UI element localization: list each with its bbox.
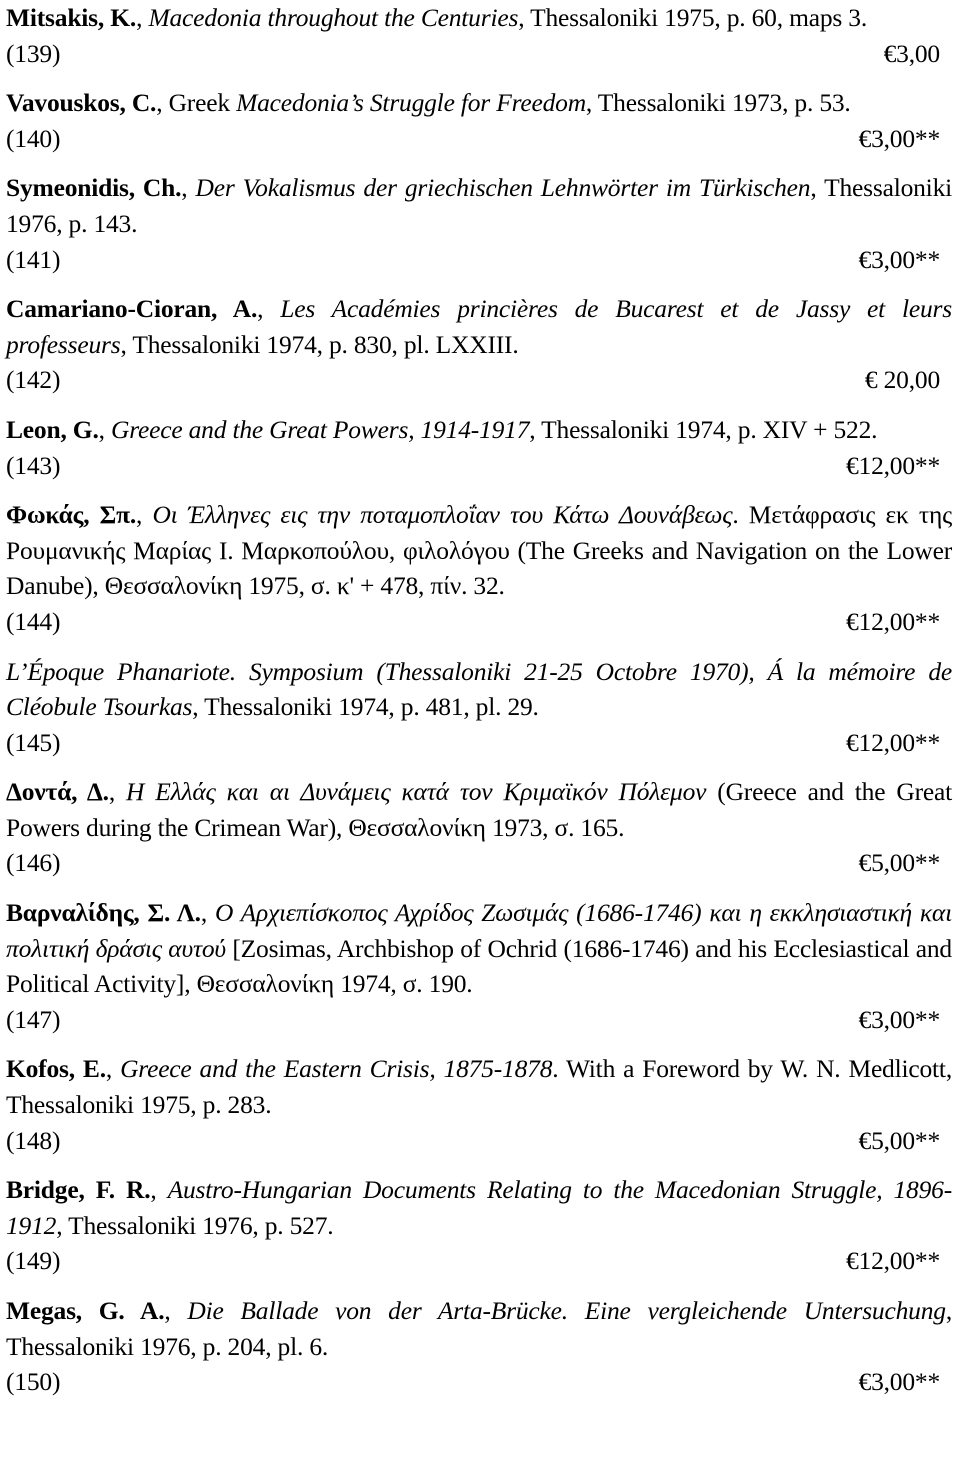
entry-author: Βαρναλίδης, Σ. Λ. <box>6 898 201 928</box>
entry-number: (147) <box>6 1004 61 1034</box>
entry-price: €3,00** <box>858 244 940 274</box>
entry-author: Camariano-Cioran, A. <box>6 294 258 324</box>
entry-price: €5,00** <box>858 848 940 878</box>
entry-details: (Greece and the Great Powers during the Crimean War), Θεσσαλονίκη 1973, σ. 165. <box>6 777 952 842</box>
entry-citation <box>6 1172 952 1243</box>
entry-author: Megas, G. A. <box>6 1296 165 1325</box>
entry-separator: , <box>200 898 215 928</box>
entry-number-price-row <box>6 725 952 761</box>
entry-title: Greece and the Eastern Crisis, 1875-1878 <box>120 1054 553 1084</box>
entry-separator: , <box>150 1175 168 1205</box>
entry-separator: , <box>98 414 111 444</box>
entry-author: Symeonidis, Ch. <box>6 173 182 203</box>
entry-title: Austro-Hungarian Documents Relating to the Macedonian Struggle, 1896-1912 <box>6 1175 953 1240</box>
entry-number-price-row <box>6 242 952 278</box>
entry-separator: , <box>181 173 196 203</box>
entry-author: Δοντά, Δ. <box>6 777 109 807</box>
entry-price: €3,00** <box>858 1004 940 1034</box>
entry-title: Macedonia’s Struggle for Freedom <box>236 88 586 118</box>
catalog-entry <box>6 170 952 277</box>
entry-details: . Μετάφρασις εκ της Ρουμανικής Μαρίας Ι. Μαρκοπούλου, φιλολόγου (The Greeks and Navigation on the Lower Danube), Θεσσαλονίκη 1975, σ. κ' + 478, πίν. 32. <box>6 500 952 601</box>
entry-title: Die Ballade von der Arta-Brücke. Eine vergleichende Untersuchung <box>187 1296 946 1325</box>
entry-number: (150) <box>6 1367 61 1397</box>
entry-number: (143) <box>6 450 61 480</box>
entry-number: (142) <box>6 365 61 395</box>
entry-separator: , Greek <box>156 88 237 118</box>
entry-price: €12,00** <box>845 727 940 757</box>
entry-title: Οι Έλληνες εις την ποταμοπλοΐαν του Κάτω Δουνάβεως <box>152 500 733 530</box>
entry-citation <box>6 1293 952 1364</box>
entry-price: € 20,00 <box>864 365 940 395</box>
entry-title: Ο Αρχιεπίσκοπος Αχρίδος Ζωσιμάς (1686-1746) και η εκκλησιαστική και πολιτική δράσις αυτού <box>6 898 953 963</box>
entry-separator: , <box>136 500 153 530</box>
entry-details: . With a Foreword by W. N. Medlicott, Thessaloniki 1975, p. 283. <box>6 1054 952 1120</box>
entry-number-price-row <box>6 1364 952 1400</box>
entry-title: Der Vokalismus der griechischen Lehnwörter im Türkischen <box>195 173 811 203</box>
catalog-entry <box>6 497 952 639</box>
entry-title: Les Académies princières de Bucarest et de Jassy et leurs professeurs <box>6 294 953 359</box>
entry-number-price-row <box>6 1002 952 1038</box>
entry-title: Greece and the Great Powers, 1914-1917 <box>110 414 530 444</box>
entry-title: Η Ελλάς και αι Δυνάμεις κατά τον Κριμαϊκόν Πόλεμον <box>126 777 707 807</box>
entry-number: (145) <box>6 727 61 757</box>
entry-title: L’Époque Phanariote. Symposium (Thessaloniki 21-25 Octobre 1970), Á la mémoire de Cléobule Tsourkas <box>6 656 952 722</box>
entry-details: [Zosimas, Archbishop of Ochrid (1686-1746) and his Ecclesiastical and Political Activity], Θεσσαλονίκη 1974, σ. 190. <box>6 933 952 999</box>
catalog-list <box>6 0 952 1414</box>
entry-citation <box>6 774 952 845</box>
entry-number: (148) <box>6 1125 61 1155</box>
entry-author: Φωκάς, Σπ. <box>6 500 137 530</box>
entry-number-price-row <box>6 121 952 157</box>
entry-details: , Thessaloniki 1976, p. 143. <box>6 173 953 238</box>
catalog-entry <box>6 291 952 398</box>
entry-author: Mitsakis, K. <box>6 3 137 32</box>
entry-number: (139) <box>6 38 61 68</box>
entry-number: (141) <box>6 244 61 274</box>
entry-price: €3,00 <box>883 38 940 68</box>
entry-separator: , <box>164 1296 188 1325</box>
entry-citation <box>6 1051 952 1122</box>
entry-citation <box>6 895 952 1002</box>
entry-price: €12,00** <box>845 450 940 480</box>
entry-number-price-row <box>6 36 952 72</box>
entry-number: (149) <box>6 1246 61 1276</box>
entry-details: , Thessaloniki 1976, p. 204, pl. 6. <box>6 1296 952 1361</box>
entry-number-price-row <box>6 362 952 398</box>
entry-number-price-row <box>6 1123 952 1159</box>
entry-number-price-row <box>6 1243 952 1279</box>
entry-details: , Thessaloniki 1976, p. 527. <box>56 1210 334 1240</box>
entry-price: €12,00** <box>845 606 940 636</box>
entry-details: , Thessaloniki 1974, p. 830, pl. LXXIII. <box>120 329 519 359</box>
entry-citation <box>6 654 952 725</box>
entry-number: (140) <box>6 123 61 153</box>
catalog-entry <box>6 412 952 483</box>
entry-citation <box>6 0 952 36</box>
catalog-entry <box>6 774 952 881</box>
entry-number-price-row <box>6 845 952 881</box>
entry-separator: , <box>136 3 149 32</box>
catalog-entry <box>6 85 952 156</box>
entry-number-price-row <box>6 604 952 640</box>
entry-separator: , <box>105 1054 121 1084</box>
entry-number-price-row <box>6 448 952 484</box>
entry-separator: , <box>257 294 281 324</box>
catalog-entry <box>6 1172 952 1279</box>
catalog-entry <box>6 0 952 71</box>
entry-citation <box>6 291 952 362</box>
entry-number: (144) <box>6 606 61 636</box>
catalog-entry <box>6 895 952 1037</box>
entry-separator: , <box>108 777 127 807</box>
entry-details: , Thessaloniki 1974, p. 481, pl. 29. <box>192 692 539 722</box>
entry-author: Bridge, F. R. <box>6 1175 151 1205</box>
entry-author: Vavouskos, C. <box>6 88 157 118</box>
catalog-entry <box>6 1293 952 1400</box>
entry-details: , Thessaloniki 1973, p. 53. <box>585 88 851 118</box>
catalog-entry <box>6 654 952 761</box>
entry-price: €5,00** <box>858 1125 940 1155</box>
entry-author: Kofos, E. <box>6 1054 106 1084</box>
entry-price: €3,00** <box>858 123 940 153</box>
entry-citation <box>6 497 952 604</box>
entry-number: (146) <box>6 848 61 878</box>
entry-price: €12,00** <box>845 1246 940 1276</box>
entry-citation <box>6 412 952 448</box>
entry-citation <box>6 85 952 121</box>
entry-title: Macedonia throughout the Centuries <box>148 3 519 32</box>
entry-author: Leon, G. <box>6 414 99 444</box>
entry-price: €3,00** <box>858 1367 940 1397</box>
entry-details: , Thessaloniki 1974, p. XIV + 522. <box>529 414 878 444</box>
entry-details: , Thessaloniki 1975, p. 60, maps 3. <box>518 3 867 32</box>
entry-citation <box>6 170 952 241</box>
catalog-entry <box>6 1051 952 1158</box>
